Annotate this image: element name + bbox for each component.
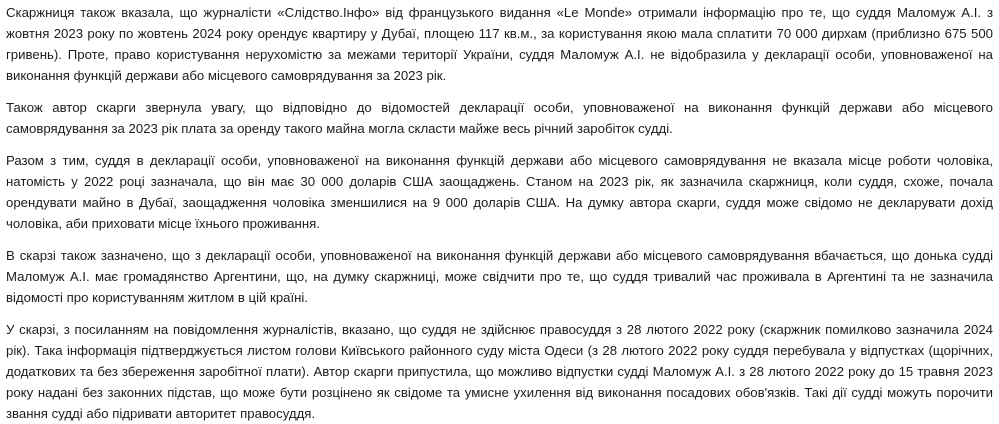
paragraph-1: Скаржниця також вказала, що журналісти «Слідство.Інфо» від французького видання «Le Monde» отримали інформацію про те, що суддя Маломуж А.І. з жовтня 2023 року по жовтень 2024 року орендує квартиру у Дубаї, площею 117 кв.м., за користування якою мала сплатити 70 000 дирхам (приблизно 675 500 гривень). Проте, право користування нерухомістю за межами території України, суддя Маломуж А.І. не відобразила у декларації особи, уповноваженої на виконання функцій держави або місцевого самоврядування за 2023 рік.	[6, 5, 993, 83]
paragraph-3: Разом з тим, суддя в декларації особи, уповноваженої на виконання функцій держави або місцевого самоврядування не вказала місце роботи чоловіка, натомість у 2022 році зазначала, що він має 30 000 доларів США заощаджень. Станом на 2023 рік, як зазначила скаржниця, коли суддя, схоже, почала орендувати майно в Дубаї, заощадження чоловіка зменшилися на 9 000 доларів США. На думку автора скарги, суддя може свідомо не декларувати дохід чоловіка, аби приховати місце їхнього проживання.	[6, 153, 993, 231]
paragraph-2: Також автор скарги звернула увагу, що відповідно до відомостей декларації особи, уповноваженої на виконання функцій держави або місцевого самоврядування за 2023 рік плата за оренду такого майна могла скласти майже весь річний заробіток судді.	[6, 100, 993, 136]
paragraph-4: В скарзі також зазначено, що з декларації особи, уповноваженої на виконання функцій держави або місцевого самоврядування вбачається, що донька судді Маломуж А.І. має громадянство Аргентини, що, на думку скаржниці, може свідчити про те, що суддя тривалий час проживала в Аргентині та не зазначила відомості про користуванням житлом в цій країні.	[6, 248, 993, 305]
paragraph-5: У скарзі, з посиланням на повідомлення журналістів, вказано, що суддя не здійснює правосуддя з 28 лютого 2022 року (скаржник помилково зазначила 2024 рік). Така інформація підтверджується листом голови Київського районного суду міста Одеси (з 28 лютого 2022 року суддя перебувала у відпустках (щорічних, додаткових та без збереження заробітної плати). Автор скарги припустила, що можливо відпустки судді Маломуж А.І. з 28 лютого 2022 року до 15 травня 2023 року надані без законних підстав, що може бути розцінено як свідоме та умисне ухилення від виконання посадових обов'язків. Такі дії судді можуть порочити звання судді або підривати авторитет правосуддя.	[6, 322, 993, 421]
